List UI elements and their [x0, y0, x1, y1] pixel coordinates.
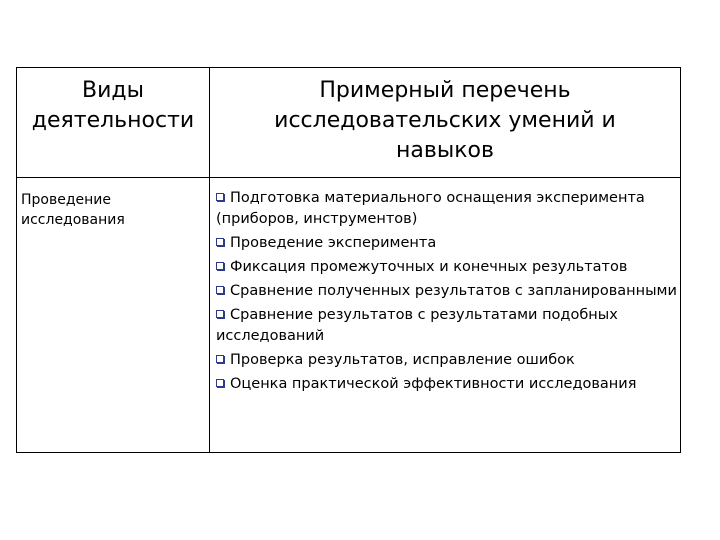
list-item-text: Проверка результатов, исправление ошибок: [230, 352, 575, 368]
list-item-text: Подготовка материального оснащения эксперимента (приборов, инструментов): [216, 190, 645, 227]
square-bullet-icon: [216, 355, 224, 363]
square-bullet-icon: [216, 238, 224, 246]
header-activity-types: [17, 76, 209, 136]
square-bullet-icon: [216, 379, 224, 387]
square-bullet-icon: [216, 262, 224, 270]
skills-table: [16, 67, 681, 453]
list-item: [216, 281, 678, 302]
skills-cell: [216, 188, 678, 398]
list-item: [216, 257, 678, 278]
list-item: [216, 233, 678, 254]
list-item-text: Сравнение полученных результатов с запланированными: [230, 283, 677, 299]
square-bullet-icon: [216, 286, 224, 294]
square-bullet-icon: [216, 193, 224, 201]
header-left-line-1: Виды: [82, 78, 144, 103]
activity-line-2: исследования: [21, 212, 125, 228]
list-item: [216, 305, 678, 347]
header-right-line-3: навыков: [396, 138, 494, 163]
header-right-line-1: Примерный перечень: [319, 78, 571, 103]
list-item-text: Оценка практической эффективности исследования: [230, 376, 637, 392]
header-right-line-2: исследовательских умений и: [274, 108, 616, 133]
list-item: [216, 188, 678, 230]
table-header-row: [17, 68, 680, 178]
list-item-text: Сравнение результатов с результатами подобных исследований: [216, 307, 618, 344]
header-left-line-2: деятельности: [31, 108, 195, 133]
header-skills-list: [210, 76, 680, 166]
list-item: [216, 374, 678, 395]
activity-line-1: Проведение: [21, 192, 112, 208]
list-item-text: Проведение эксперимента: [230, 235, 437, 251]
square-bullet-icon: [216, 310, 224, 318]
list-item: [216, 350, 678, 371]
activity-cell: [21, 190, 207, 230]
column-divider: [209, 68, 210, 452]
list-item-text: Фиксация промежуточных и конечных результатов: [230, 259, 628, 275]
